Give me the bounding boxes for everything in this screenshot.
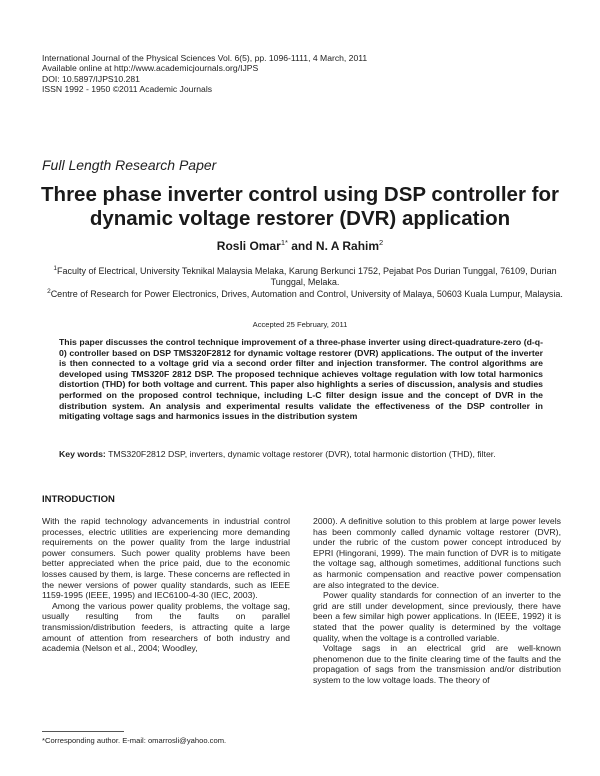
author-name: Rosli Omar <box>216 239 281 253</box>
author-name: N. A Rahim <box>315 239 380 253</box>
author-affiliation-mark: 1* <box>280 238 288 247</box>
corresponding-author-footnote: *Corresponding author. E-mail: omarrosli@yahoo.com. <box>42 736 227 745</box>
paragraph: Power quality standards for connection of an inverter to the grid are still under development, since previously, there have been a few similar high power applications. In (IEEE, 1992) it is stated that the power quality is determined by the voltage quality, when the voltage is a controlled variable. <box>313 590 561 643</box>
footnote-divider <box>42 731 124 732</box>
article-type: Full Length Research Paper <box>42 157 217 173</box>
paragraph: With the rapid technology advancements in industrial control processes, electric utilities are experiencing more demanding requirements on the power quality from the large industrial power consumers. Such power quality problems have been better appreciated when the price paid, due to the economic losses caused by them, is large. These concerns are reflected in the newer versions of power quality standards, such as IEEE 1159-1995 (IEEE, 1995) and IEC6100-4-30 (IEC, 2003). <box>42 516 290 601</box>
paper-title: Three phase inverter control using DSP controller for dynamic voltage restorer (DVR) application <box>41 183 559 230</box>
affiliation <box>40 263 570 288</box>
abstract: This paper discusses the control technique improvement of a three-phase inverter using direct-quadrature-zero (d-q-0) controller based on DSP TMS320F2812 for dynamic voltage restorer (DVR) applications. The output of the inverter is then connected to a voltage grid via a second order filter and injection transformer. The control algorithms are developed using TMS320F 2812 DSP. The proposed technique achieves voltage regulation with low total harmonics distortion (THD) for both voltage and current. This paper also highlights a series of discussion, analysis and studies performed on the proposed control technique, including L-C filter design issue and the concept of DVR in the distribution system. An analysis and experimental results validate the effectiveness of the DSP controller in mitigating voltage sags and harmonics issues in the distribution system <box>59 337 543 422</box>
affiliation-number: 2 <box>47 288 51 295</box>
online-availability: Available online at http://www.academicjournals.org/IJPS <box>42 63 259 74</box>
author-list <box>0 238 600 253</box>
author-connector: and <box>287 239 316 253</box>
accepted-date: Accepted 25 February, 2011 <box>252 320 348 329</box>
affiliation-text: Faculty of Electrical, University Teknikal Malaysia Melaka, Karung Berkunci 1752, Pejabat Pos Durian Tunggal, 76109, Durian Tunggal, Melaka. <box>57 266 557 287</box>
affiliation <box>40 286 570 300</box>
keywords-label: Key words: <box>59 449 106 459</box>
affiliation-number: 1 <box>53 265 58 272</box>
keywords-text: TMS320F2812 DSP, inverters, dynamic voltage restorer (DVR), total harmonic distortion (THD), filter. <box>105 449 496 459</box>
paragraph: 2000). A definitive solution to this problem at large power levels has been commonly called dynamic voltage restorer (DVR), under the rubric of the custom power concept introduced by EPRI (Hingorani, 1999). The main function of DVR is to mitigate the voltage sag, although sometimes, additional functions such as harmonic compensation and reactive power compensation are also integrated to the device. <box>313 516 561 590</box>
doi-line: DOI: 10.5897/IJPS10.281 <box>42 73 140 84</box>
journal-header <box>42 53 367 95</box>
author-affiliation-mark: 2 <box>379 238 384 247</box>
body-column-left <box>42 516 290 654</box>
paragraph: Voltage sags in an electrical grid are well-known phenomenon due to the finite clearing time of the faults and the propagation of sags from the transmission and/or distribution system to the low voltage loads. The theory of <box>313 643 561 685</box>
body-column-right <box>313 516 561 686</box>
issn-line: ISSN 1992 - 1950 ©2011 Academic Journals <box>42 84 213 95</box>
keywords <box>59 449 543 460</box>
journal-citation: International Journal of the Physical Sciences Vol. 6(5), pp. 1096-1111, 4 March, 2011 <box>42 53 368 63</box>
paragraph: Among the various power quality problems, the voltage sag, usually resulting from the faults on parallel transmission/distribution feeders, is attracting quite a large amount of attention from researchers of both industry and academia (Nelson et al., 2004; Woodley, <box>42 600 290 654</box>
section-heading: INTRODUCTION <box>42 494 115 505</box>
affiliation-text: Centre of Research for Power Electronics, Drives, Automation and Control, University of Malaya, 50603 Kuala Lumpur, Malaysia. <box>50 289 563 299</box>
